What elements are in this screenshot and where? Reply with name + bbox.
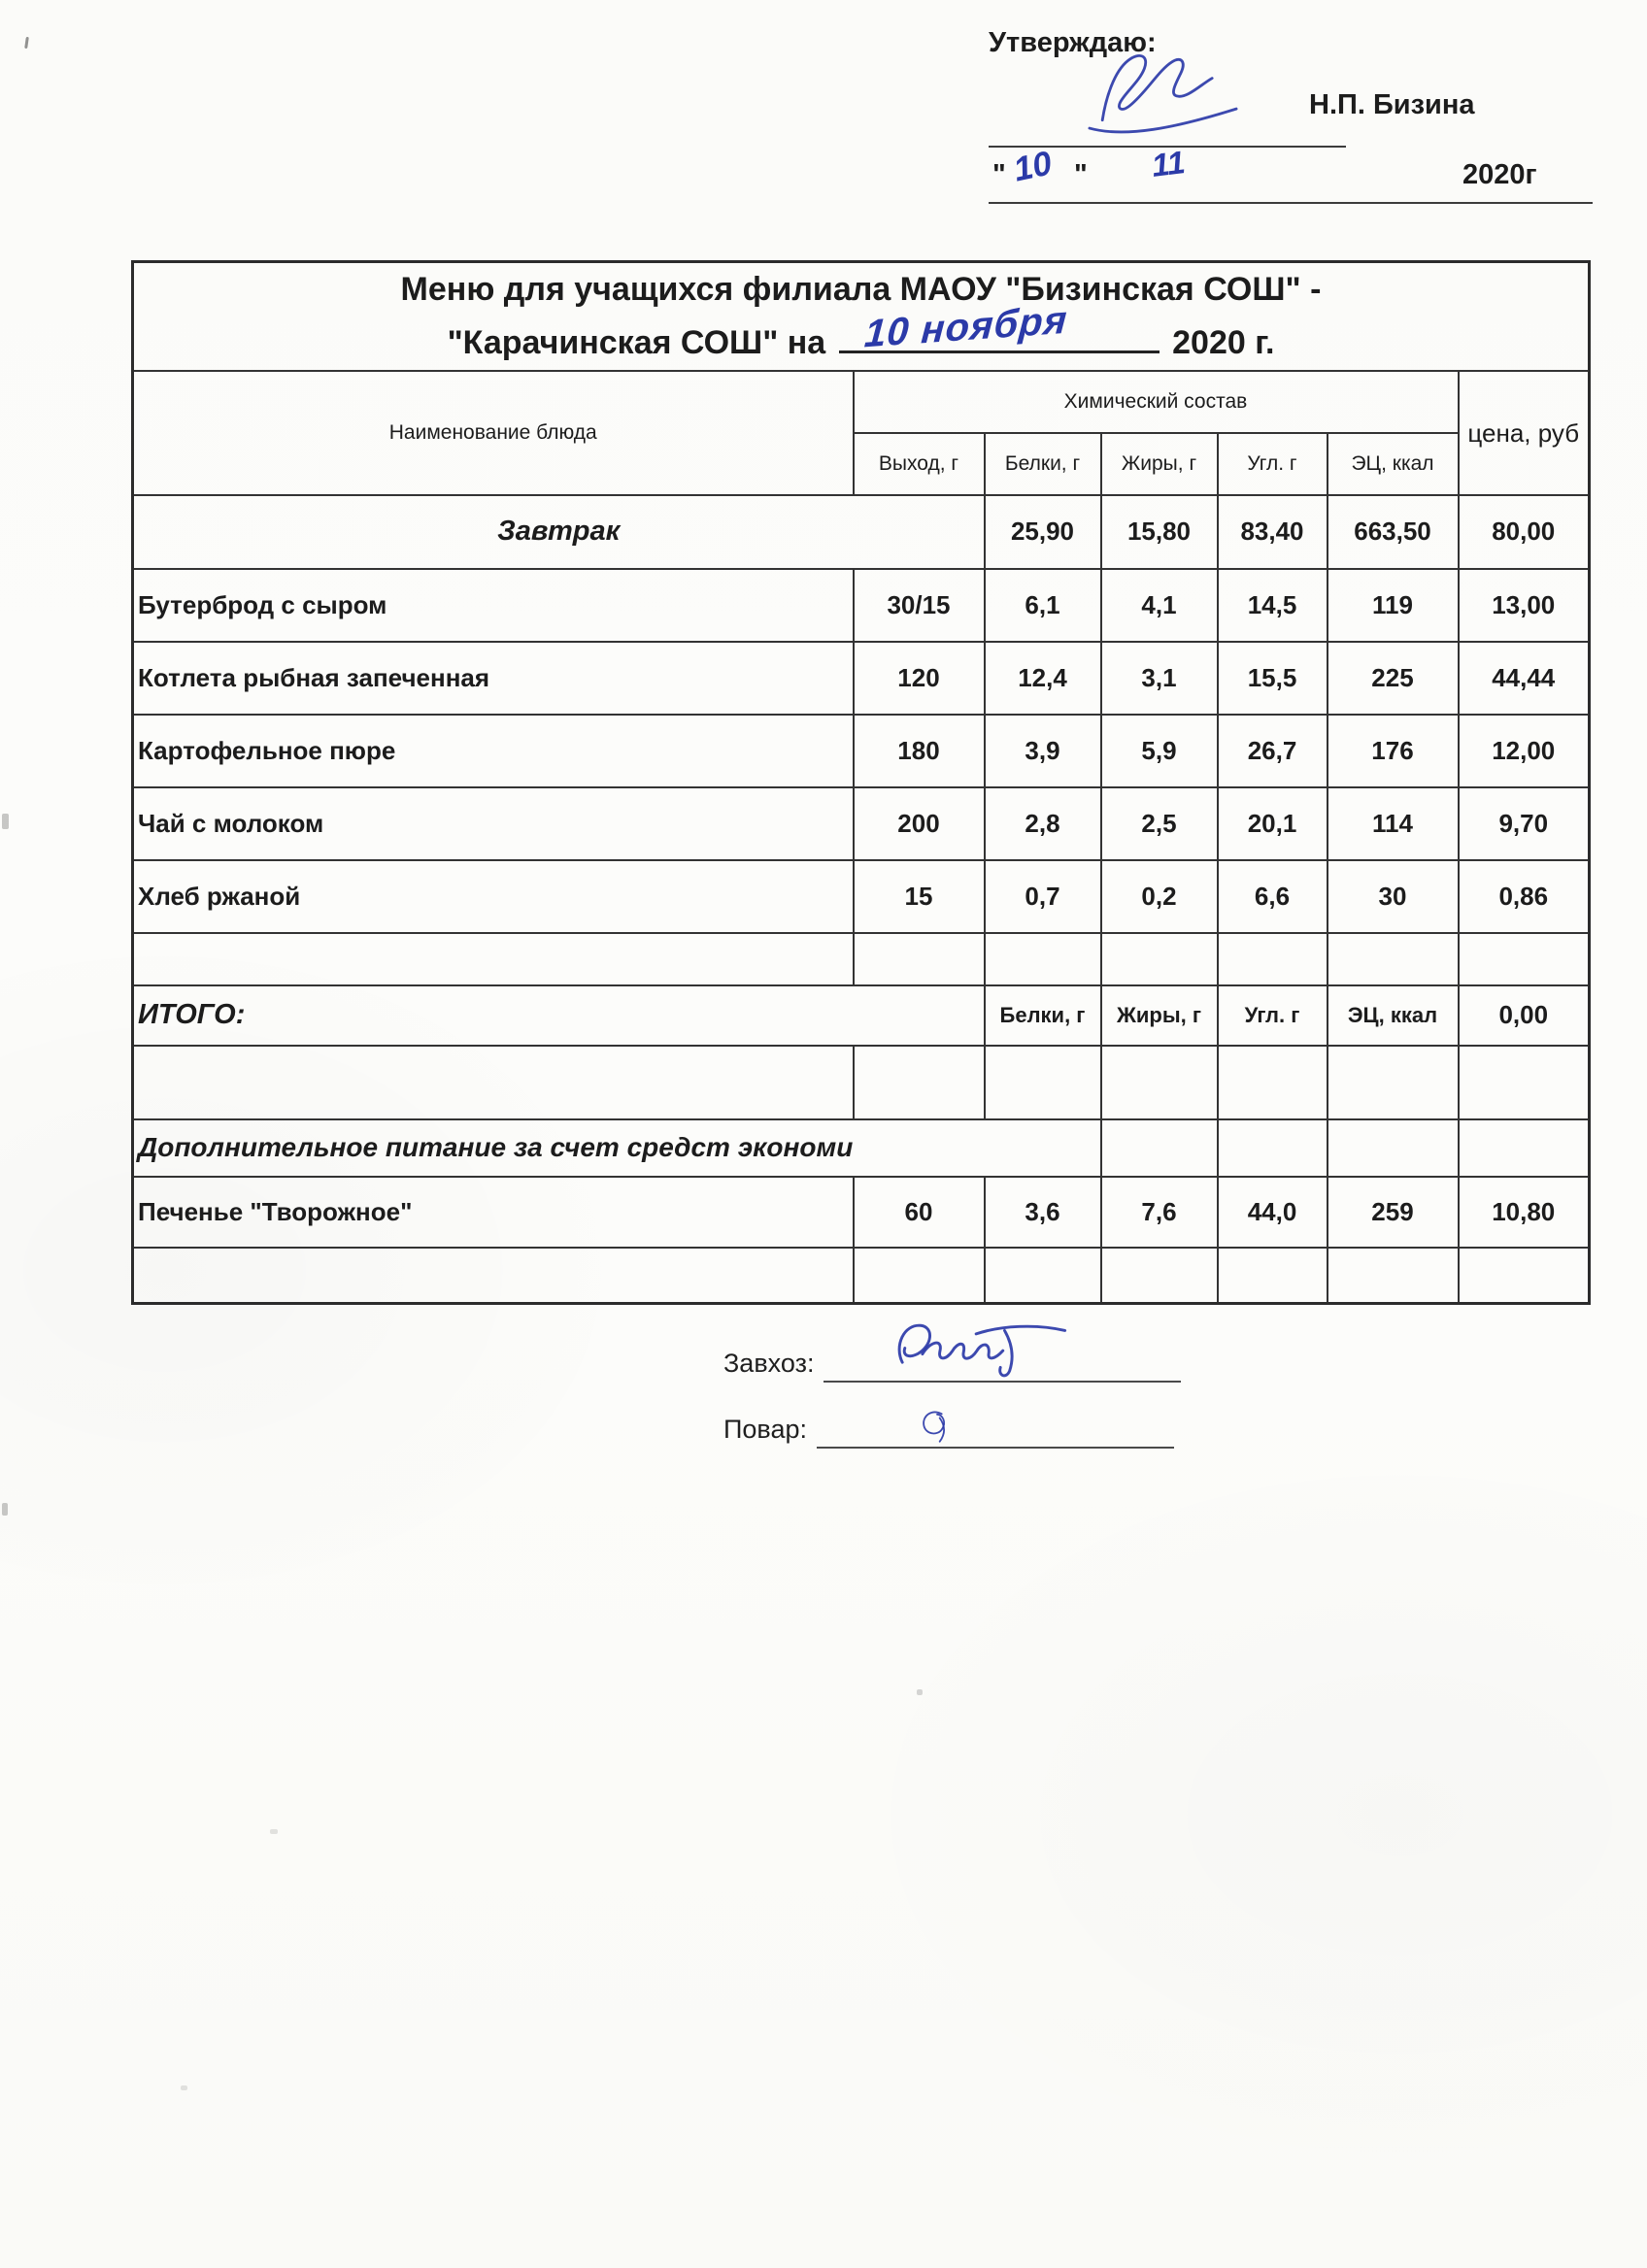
header-price: цена, руб (1459, 371, 1590, 495)
cell-value: 80,00 (1459, 495, 1590, 569)
totals-label: ИТОГО: (133, 985, 985, 1046)
totals-col-kcal: ЭЦ, ккал (1328, 985, 1459, 1046)
cell-value: 13,00 (1459, 569, 1590, 642)
empty-cell (1218, 933, 1328, 985)
cell-value: 4,1 (1101, 569, 1218, 642)
empty-row (133, 933, 1590, 985)
empty-cell (1218, 1046, 1328, 1119)
dish-name: Чай с молоком (133, 787, 854, 860)
empty-cell (1218, 1119, 1328, 1177)
totals-col-protein: Белки, г (985, 985, 1101, 1046)
header-carbs: Угл. г (1218, 433, 1328, 495)
zavhoz-signature-line (824, 1338, 1181, 1383)
breakfast-label: Завтрак (133, 495, 985, 569)
totals-col-fat: Жиры, г (1101, 985, 1218, 1046)
header-chemical-composition: Химический состав (854, 371, 1459, 433)
cell-value: 25,90 (985, 495, 1101, 569)
cell-value: 20,1 (1218, 787, 1328, 860)
empty-row (133, 1046, 1590, 1119)
cell-value: 9,70 (1459, 787, 1590, 860)
cell-value: 120 (854, 642, 985, 715)
cell-value: 10,80 (1459, 1177, 1590, 1248)
dish-row (133, 715, 1590, 787)
totals-col-carbs: Угл. г (1218, 985, 1328, 1046)
scan-artifact (2, 814, 9, 829)
cell-value: 12,4 (985, 642, 1101, 715)
cell-value: 2,8 (985, 787, 1101, 860)
cell-value: 663,50 (1328, 495, 1459, 569)
empty-cell (133, 1046, 854, 1119)
empty-cell (1459, 1248, 1590, 1304)
dish-row (133, 569, 1590, 642)
approval-block (989, 25, 1593, 210)
menu-title-line2-prefix: "Карачинская СОШ" на (447, 324, 826, 362)
breakfast-section-row (133, 495, 1590, 569)
empty-cell (854, 1248, 985, 1304)
empty-cell (854, 1046, 985, 1119)
cell-value: 180 (854, 715, 985, 787)
cell-value: 26,7 (1218, 715, 1328, 787)
cell-value: 15,5 (1218, 642, 1328, 715)
totals-price: 0,00 (1459, 985, 1590, 1046)
menu-table (131, 260, 1591, 1305)
cell-value: 14,5 (1218, 569, 1328, 642)
cell-value: 15 (854, 860, 985, 933)
dish-name: Картофельное пюре (133, 715, 854, 787)
empty-cell (1218, 1248, 1328, 1304)
handwritten-day: 10 (1010, 144, 1056, 189)
povar-signature-icon (910, 1384, 982, 1460)
signature-footer (723, 1338, 1326, 1449)
approval-label: Утверждаю: (989, 27, 1157, 58)
cell-value: 119 (1328, 569, 1459, 642)
cell-value: 176 (1328, 715, 1459, 787)
cell-value: 3,1 (1101, 642, 1218, 715)
header-output: Выход, г (854, 433, 985, 495)
header-protein: Белки, г (985, 433, 1101, 495)
empty-cell (1328, 1248, 1459, 1304)
menu-title-line1: Меню для учащихся филиала МАОУ "Бизинская СОШ" - (400, 271, 1322, 308)
cell-value: 6,6 (1218, 860, 1328, 933)
cell-value: 44,44 (1459, 642, 1590, 715)
cell-value: 44,0 (1218, 1177, 1328, 1248)
povar-signature-line (817, 1404, 1174, 1449)
empty-cell (1328, 1046, 1459, 1119)
approver-name: Н.П. Бизина (1309, 89, 1475, 120)
dish-name: Бутерброд с сыром (133, 569, 854, 642)
empty-cell (1459, 933, 1590, 985)
approval-year: 2020г (1462, 159, 1537, 190)
empty-cell (985, 1248, 1101, 1304)
dish-name: Печенье "Творожное" (133, 1177, 854, 1248)
menu-title-line2-suffix: 2020 г. (1172, 324, 1275, 362)
cell-value: 0,2 (1101, 860, 1218, 933)
cell-value: 225 (1328, 642, 1459, 715)
scan-artifact (2, 1503, 8, 1516)
cell-value: 200 (854, 787, 985, 860)
cell-value: 259 (1328, 1177, 1459, 1248)
cell-value: 30/15 (854, 569, 985, 642)
cell-value: 5,9 (1101, 715, 1218, 787)
approver-signature-icon (1078, 43, 1248, 148)
cell-value: 83,40 (1218, 495, 1328, 569)
povar-row (723, 1404, 1326, 1449)
empty-cell (1101, 1248, 1218, 1304)
cell-value: 7,6 (1101, 1177, 1218, 1248)
zavhoz-row (723, 1338, 1326, 1383)
handwritten-month: 11 (1149, 144, 1188, 183)
title-row (133, 262, 1590, 371)
dish-name: Хлеб ржаной (133, 860, 854, 933)
cell-value: 12,00 (1459, 715, 1590, 787)
empty-cell (1328, 933, 1459, 985)
empty-cell (133, 1248, 854, 1304)
dish-name: Котлета рыбная запеченная (133, 642, 854, 715)
empty-cell (1101, 1119, 1218, 1177)
additional-label: Дополнительное питание за счет средст экономи (133, 1119, 1101, 1177)
cell-value: 6,1 (985, 569, 1101, 642)
empty-cell (1459, 1119, 1590, 1177)
povar-label: Повар: (723, 1415, 807, 1444)
empty-cell (1459, 1046, 1590, 1119)
cell-value: 15,80 (1101, 495, 1218, 569)
menu-date-blank (839, 298, 1160, 356)
additional-section-row (133, 1119, 1590, 1177)
dish-row (133, 1177, 1590, 1248)
handwritten-menu-date: 10 ноября (862, 298, 1069, 356)
dish-row (133, 860, 1590, 933)
scan-artifact (917, 1689, 923, 1695)
quote-open: " (992, 159, 1006, 190)
scan-artifact (24, 37, 29, 49)
menu-title (133, 262, 1590, 371)
scan-artifact (181, 2085, 187, 2090)
totals-row (133, 985, 1590, 1046)
cell-value: 3,6 (985, 1177, 1101, 1248)
zavhoz-signature-icon (877, 1309, 1095, 1388)
menu-title-line2 (138, 298, 1584, 369)
scan-artifact (270, 1829, 278, 1834)
zavhoz-label: Завхоз: (723, 1349, 815, 1378)
empty-cell (985, 933, 1101, 985)
empty-cell (133, 933, 854, 985)
dish-row (133, 787, 1590, 860)
quote-close: " (1074, 159, 1088, 190)
cell-value: 60 (854, 1177, 985, 1248)
cell-value: 0,7 (985, 860, 1101, 933)
cell-value: 114 (1328, 787, 1459, 860)
date-line (989, 202, 1593, 204)
header-dish-name: Наименование блюда (133, 371, 854, 495)
cell-value: 30 (1328, 860, 1459, 933)
empty-cell (1328, 1119, 1459, 1177)
empty-row (133, 1248, 1590, 1304)
empty-cell (854, 933, 985, 985)
empty-cell (1101, 933, 1218, 985)
header-kcal: ЭЦ, ккал (1328, 433, 1459, 495)
empty-cell (985, 1046, 1101, 1119)
dish-row (133, 642, 1590, 715)
cell-value: 2,5 (1101, 787, 1218, 860)
cell-value: 3,9 (985, 715, 1101, 787)
header-fat: Жиры, г (1101, 433, 1218, 495)
empty-cell (1101, 1046, 1218, 1119)
header-row-1 (133, 371, 1590, 433)
cell-value: 0,86 (1459, 860, 1590, 933)
